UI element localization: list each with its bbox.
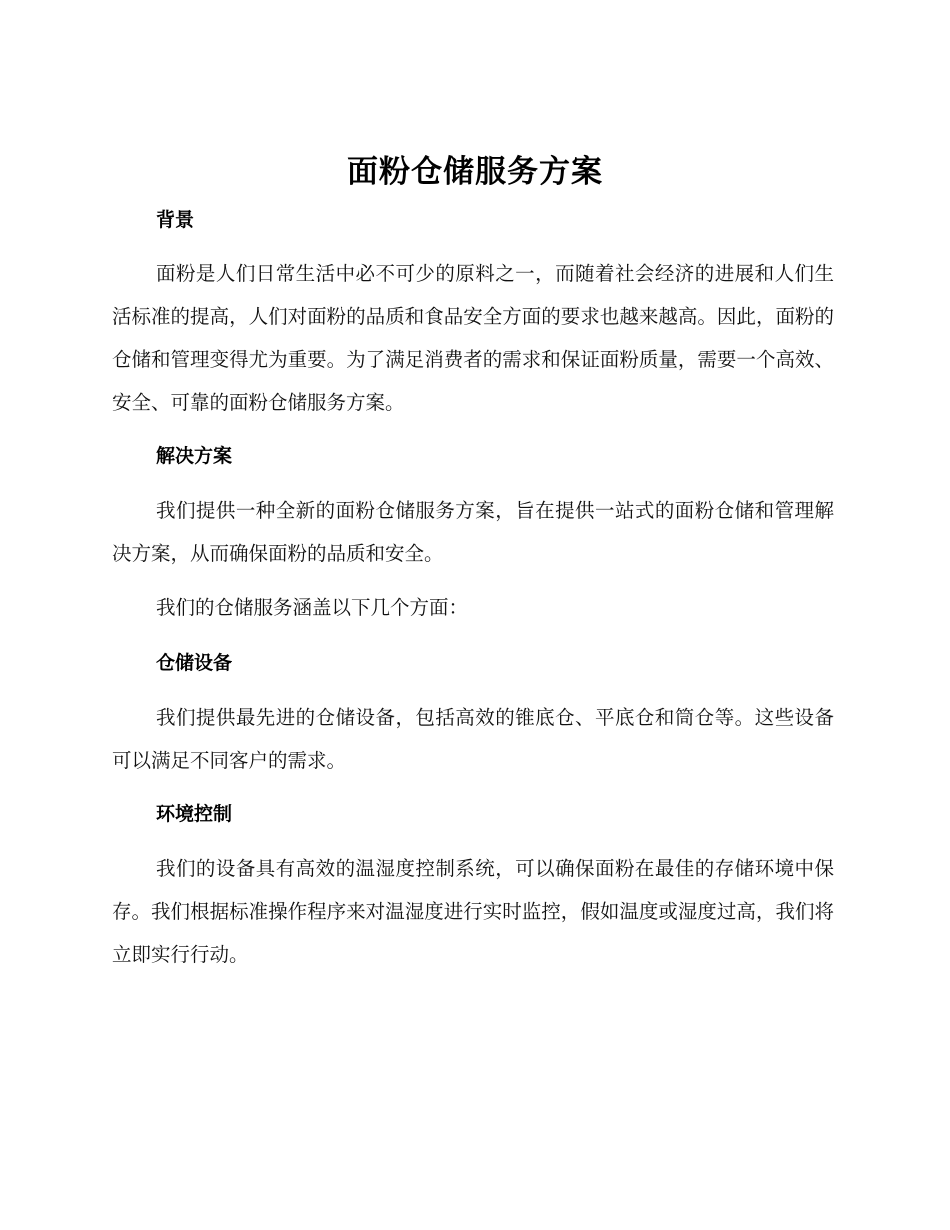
paragraph-background: 面粉是人们日常生活中必不可少的原料之一，而随着社会经济的进展和人们生活标准的提高，人们对面粉的品质和食品安全方面的要求也越来越高。因此，面粉的仓储和管理变得尤为重要。为了满足消费者的需求和保证面粉质量，需要一个高效、安全、可靠的面粉仓储服务方案。 (112, 262, 834, 414)
document-title: 面粉仓储服务方案 (347, 154, 603, 190)
paragraph-solution-intro: 我们提供一种全新的面粉仓储服务方案，旨在提供一站式的面粉仓储和管理解决方案，从而确保面粉的品质和安全。 (112, 499, 834, 565)
paragraph-equipment: 我们提供最先进的仓储设备，包括高效的锥底仓、平底仓和筒仓等。这些设备可以满足不同客户的需求。 (112, 706, 834, 772)
section-heading-equipment: 仓储设备 (156, 652, 233, 674)
paragraph-solution-scope: 我们的仓储服务涵盖以下几个方面： (156, 596, 469, 619)
section-heading-background: 背景 (156, 209, 195, 231)
paragraph-environment: 我们的设备具有高效的温湿度控制系统，可以确保面粉在最佳的存储环境中保存。我们根据标准操作程序来对温湿度进行实时监控，假如温度或湿度过高，我们将立即实行行动。 (112, 857, 834, 966)
section-heading-solution: 解决方案 (156, 445, 233, 467)
section-heading-environment: 环境控制 (156, 803, 233, 825)
